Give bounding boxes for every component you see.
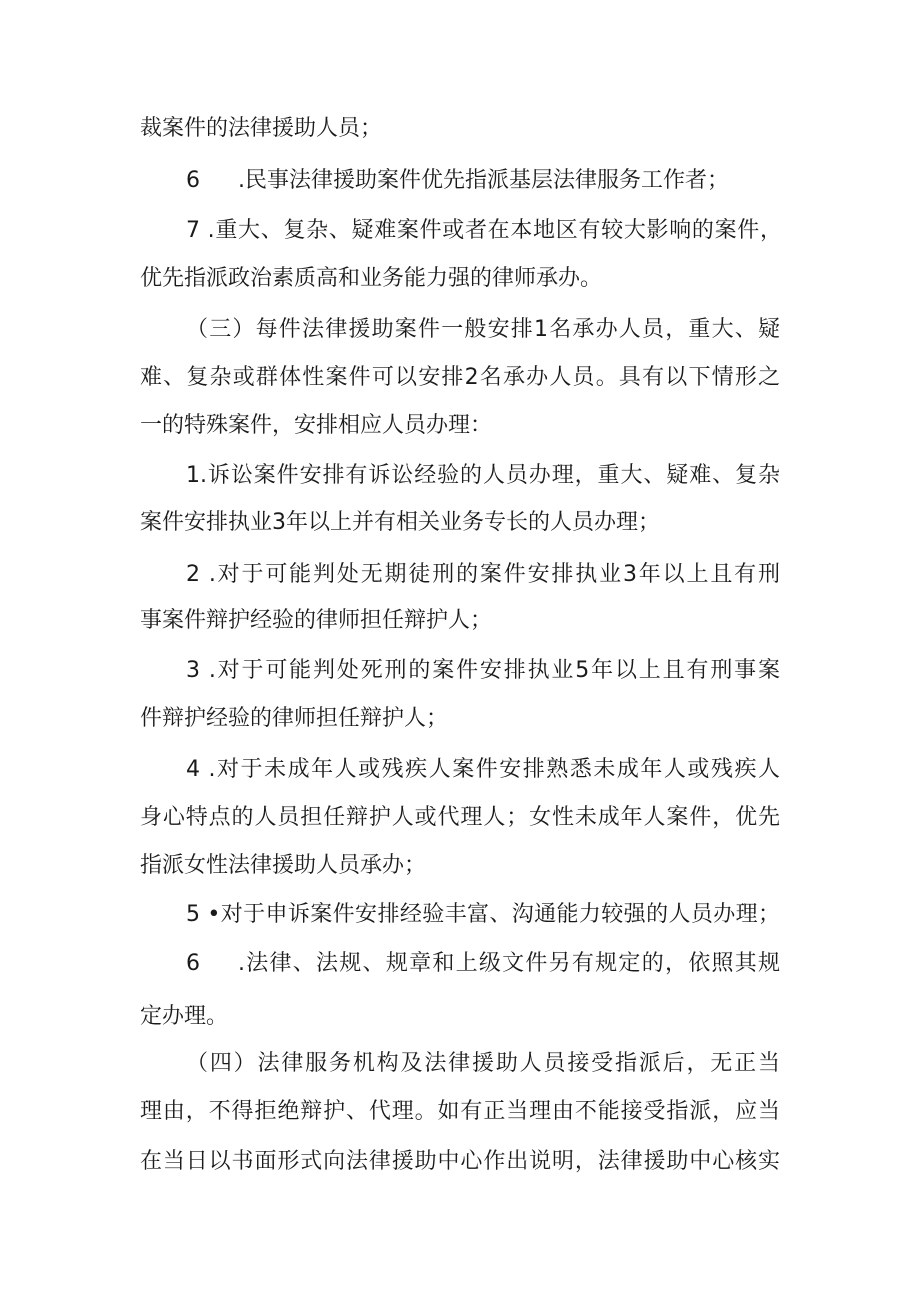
text-line xyxy=(0,461,920,491)
text-line xyxy=(0,755,920,785)
text-line xyxy=(0,1002,920,1032)
text-run: 指派女性法律援助人员承办； xyxy=(140,853,427,878)
text-run: 身心特点的人员担任辩护人或代理人；女性未成年人案件，优先 xyxy=(140,805,780,830)
text-run: 难、复杂或群体性案件可以安排2名承办人员。具有以下情形之 xyxy=(140,365,780,390)
text-run: 5 •对于申诉案件安排经验丰富、沟通能力较强的人员办理； xyxy=(186,902,780,927)
text-line xyxy=(0,114,920,144)
text-line xyxy=(0,1147,920,1177)
text-line xyxy=(0,264,920,294)
text-line xyxy=(0,216,920,246)
text-line xyxy=(0,949,920,979)
list-number: 6 xyxy=(186,951,200,976)
text-line xyxy=(0,851,920,881)
text-run: 2 .对于可能判处无期徒刑的案件安排执业3年以上且有刑 xyxy=(186,562,780,587)
text-line xyxy=(0,508,920,538)
text-line xyxy=(0,656,920,686)
text-run: 一的特殊案件，安排相应人员办理： xyxy=(140,413,493,438)
text-line xyxy=(0,606,920,636)
list-number: 6 xyxy=(186,168,200,193)
text-run: （三）每件法律援助案件一般安排1名承办人员，重大、疑 xyxy=(186,317,780,342)
text-run: 优先指派政治素质高和业务能力强的律师承办。 xyxy=(140,266,603,291)
text-run: 事案件辩护经验的律师担任辩护人； xyxy=(140,608,493,633)
text-run: 在当日以书面形式向法律援助中心作出说明，法律援助中心核实 xyxy=(140,1149,780,1174)
text-run: （四）法律服务机构及法律援助人员接受指派后，无正当 xyxy=(186,1051,780,1076)
text-run: .法律、法规、规章和上级文件另有规定的，依照其规 xyxy=(238,951,780,976)
text-line xyxy=(0,166,920,196)
text-run: 件辩护经验的律师担任辩护人； xyxy=(140,706,449,731)
text-run: 定办理。 xyxy=(140,1004,229,1029)
text-run: 裁案件的法律援助人员； xyxy=(140,116,383,141)
text-run: 7 .重大、复杂、疑难案件或者在本地区有较大影响的案件， xyxy=(186,218,782,243)
text-line xyxy=(0,1049,920,1079)
text-line xyxy=(0,1097,920,1127)
text-line xyxy=(0,704,920,734)
text-line xyxy=(0,411,920,441)
text-line xyxy=(0,900,920,930)
text-run: 案件安排执业3年以上并有相关业务专长的人员办理； xyxy=(140,510,660,535)
text-run: 4 .对于未成年人或残疾人案件安排熟悉未成年人或残疾人 xyxy=(186,757,780,782)
text-line xyxy=(0,315,920,345)
text-line xyxy=(0,560,920,590)
text-run: 1.诉讼案件安排有诉讼经验的人员办理，重大、疑难、复杂 xyxy=(186,463,780,488)
text-line xyxy=(0,363,920,393)
text-run: .民事法律援助案件优先指派基层法律服务工作者； xyxy=(238,168,729,193)
text-run: 3 .对于可能判处死刑的案件安排执业5年以上且有刑事案 xyxy=(186,658,780,683)
text-line xyxy=(0,803,920,833)
text-run: 理由，不得拒绝辩护、代理。如有正当理由不能接受指派，应当 xyxy=(140,1099,780,1124)
